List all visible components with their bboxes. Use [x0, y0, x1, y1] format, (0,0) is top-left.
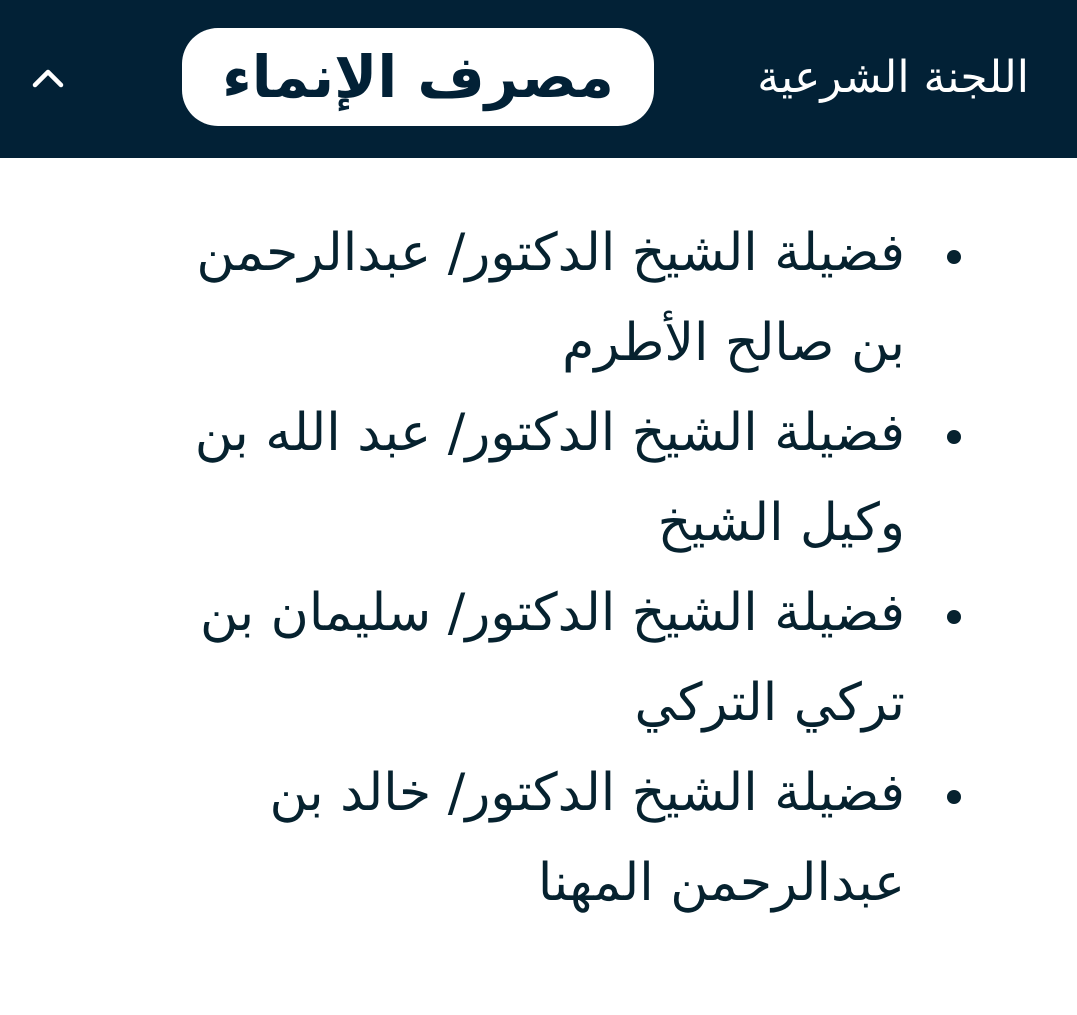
collapse-button[interactable]: [24, 54, 72, 102]
list-item: [0, 748, 1077, 928]
bullet-icon: [947, 250, 961, 264]
list-item: [0, 568, 1077, 748]
bank-logo-text: مصرف الإنماء: [222, 43, 614, 111]
committee-members-list: [0, 208, 1077, 928]
member-name: فضيلة الشيخ الدكتور/ سليمان بن تركي التركي: [200, 583, 905, 733]
bullet-icon: [947, 790, 961, 804]
list-item: [0, 388, 1077, 568]
bullet-icon: [947, 430, 961, 444]
bullet-icon: [947, 610, 961, 624]
section-header[interactable]: [0, 0, 1077, 158]
section-title: اللجنة الشرعية: [757, 52, 1029, 103]
bank-logo: [182, 28, 654, 126]
member-name: فضيلة الشيخ الدكتور/ عبدالرحمن بن صالح الأطرم: [196, 223, 905, 373]
member-name: فضيلة الشيخ الدكتور/ خالد بن عبدالرحمن المهنا: [269, 763, 905, 913]
list-item: [0, 208, 1077, 388]
member-name: فضيلة الشيخ الدكتور/ عبد الله بن وكيل الشيخ: [194, 403, 905, 553]
chevron-up-icon: [31, 67, 65, 89]
